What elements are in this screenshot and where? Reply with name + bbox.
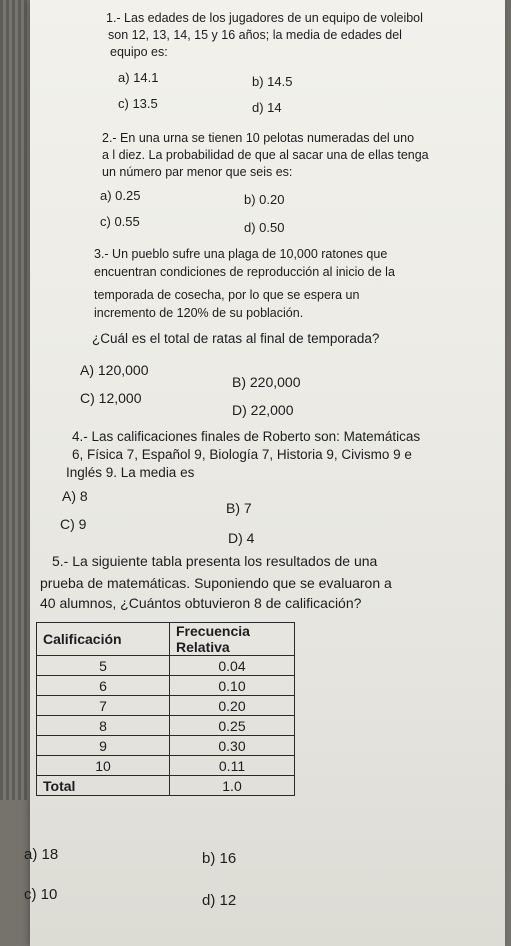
q5-option-d[interactable]: d) 12 [202, 892, 237, 909]
table-row [37, 736, 295, 756]
q5-option-c[interactable]: c) 10 [24, 886, 58, 903]
q4-option-d[interactable]: D) 4 [228, 530, 255, 546]
q1-line-3: equipo es: [110, 45, 168, 59]
cell-grade: 7 [37, 696, 170, 716]
q3-option-d[interactable]: D) 22,000 [232, 402, 294, 418]
q2-line-2: a l diez. La probabilidad de que al sacar una de ellas tenga [102, 148, 429, 162]
cell-frequency: 0.25 [170, 716, 295, 736]
q5-line-2: prueba de matemáticas. Suponiendo que se evaluaron a [40, 575, 392, 591]
q5-option-a[interactable]: a) 18 [24, 846, 59, 863]
q2-option-a[interactable]: a) 0.25 [100, 188, 141, 203]
table-row [37, 756, 295, 776]
q4-option-c[interactable]: C) 9 [60, 516, 87, 532]
q1-option-d[interactable]: d) 14 [252, 100, 282, 115]
q3-line-2: encuentran condiciones de reproducción al inicio de la [94, 265, 395, 279]
cell-frequency: 0.20 [170, 696, 295, 716]
q3-line-1: 3.- Un pueblo sufre una plaga de 10,000 ratones que [94, 247, 388, 261]
table-row [37, 716, 295, 736]
q3-option-a[interactable]: A) 120,000 [80, 362, 149, 378]
q1-option-c[interactable]: c) 13.5 [118, 96, 158, 111]
cell-frequency: 0.04 [170, 656, 295, 676]
table-total-row [37, 776, 295, 796]
frequency-table [36, 622, 295, 796]
column-header-calificacion: Calificación [37, 623, 170, 656]
q4-option-a[interactable]: A) 8 [62, 488, 88, 504]
q3-line-4: incremento de 120% de su población. [94, 306, 304, 320]
q2-option-c[interactable]: c) 0.55 [100, 214, 140, 229]
table-row [37, 676, 295, 696]
q4-line-3: Inglés 9. La media es [66, 465, 195, 480]
q2-line-3: un número par menor que seis es: [102, 165, 293, 179]
cell-frequency: 0.30 [170, 736, 295, 756]
q3-option-b[interactable]: B) 220,000 [232, 374, 301, 390]
cell-total-label: Total [37, 776, 170, 796]
q4-option-b[interactable]: B) 7 [226, 500, 252, 516]
column-header-frecuencia: Frecuencia Relativa [170, 623, 295, 656]
q1-option-b[interactable]: b) 14.5 [252, 74, 293, 89]
q5-line-3: 40 alumnos, ¿Cuántos obtuvieron 8 de calificación? [40, 595, 362, 611]
q1-option-a[interactable]: a) 14.1 [118, 70, 159, 85]
cell-total-value: 1.0 [170, 776, 295, 796]
q4-line-2: 6, Física 7, Español 9, Biología 7, Historia 9, Civismo 9 e [72, 447, 412, 462]
q3-question: ¿Cuál es el total de ratas al final de temporada? [92, 331, 380, 346]
table-row [37, 656, 295, 676]
q3-option-c[interactable]: C) 12,000 [80, 390, 142, 406]
cell-grade: 5 [37, 656, 170, 676]
cell-grade: 8 [37, 716, 170, 736]
q5-option-b[interactable]: b) 16 [202, 850, 237, 867]
cell-frequency: 0.11 [170, 756, 295, 776]
q3-line-3: temporada de cosecha, por lo que se espera un [94, 288, 360, 302]
cell-grade: 10 [37, 756, 170, 776]
q2-line-1: 2.- En una urna se tienen 10 pelotas numeradas del uno [102, 131, 415, 145]
q4-line-1: 4.- Las calificaciones finales de Roberto son: Matemáticas [72, 429, 421, 444]
worksheet-page [24, 0, 505, 946]
cell-grade: 9 [37, 736, 170, 756]
cell-frequency: 0.10 [170, 676, 295, 696]
q5-line-1: 5.- La siguiente tabla presenta los resultados de una [52, 553, 378, 569]
table-header-row [37, 623, 295, 656]
table-row [37, 696, 295, 716]
q1-line-2: son 12, 13, 14, 15 y 16 años; la media de edades del [108, 28, 402, 42]
q1-line-1: 1.- Las edades de los jugadores de un equipo de voleibol [106, 11, 423, 25]
q2-option-b[interactable]: b) 0.20 [244, 192, 285, 207]
cell-grade: 6 [37, 676, 170, 696]
q2-option-d[interactable]: d) 0.50 [244, 220, 285, 235]
